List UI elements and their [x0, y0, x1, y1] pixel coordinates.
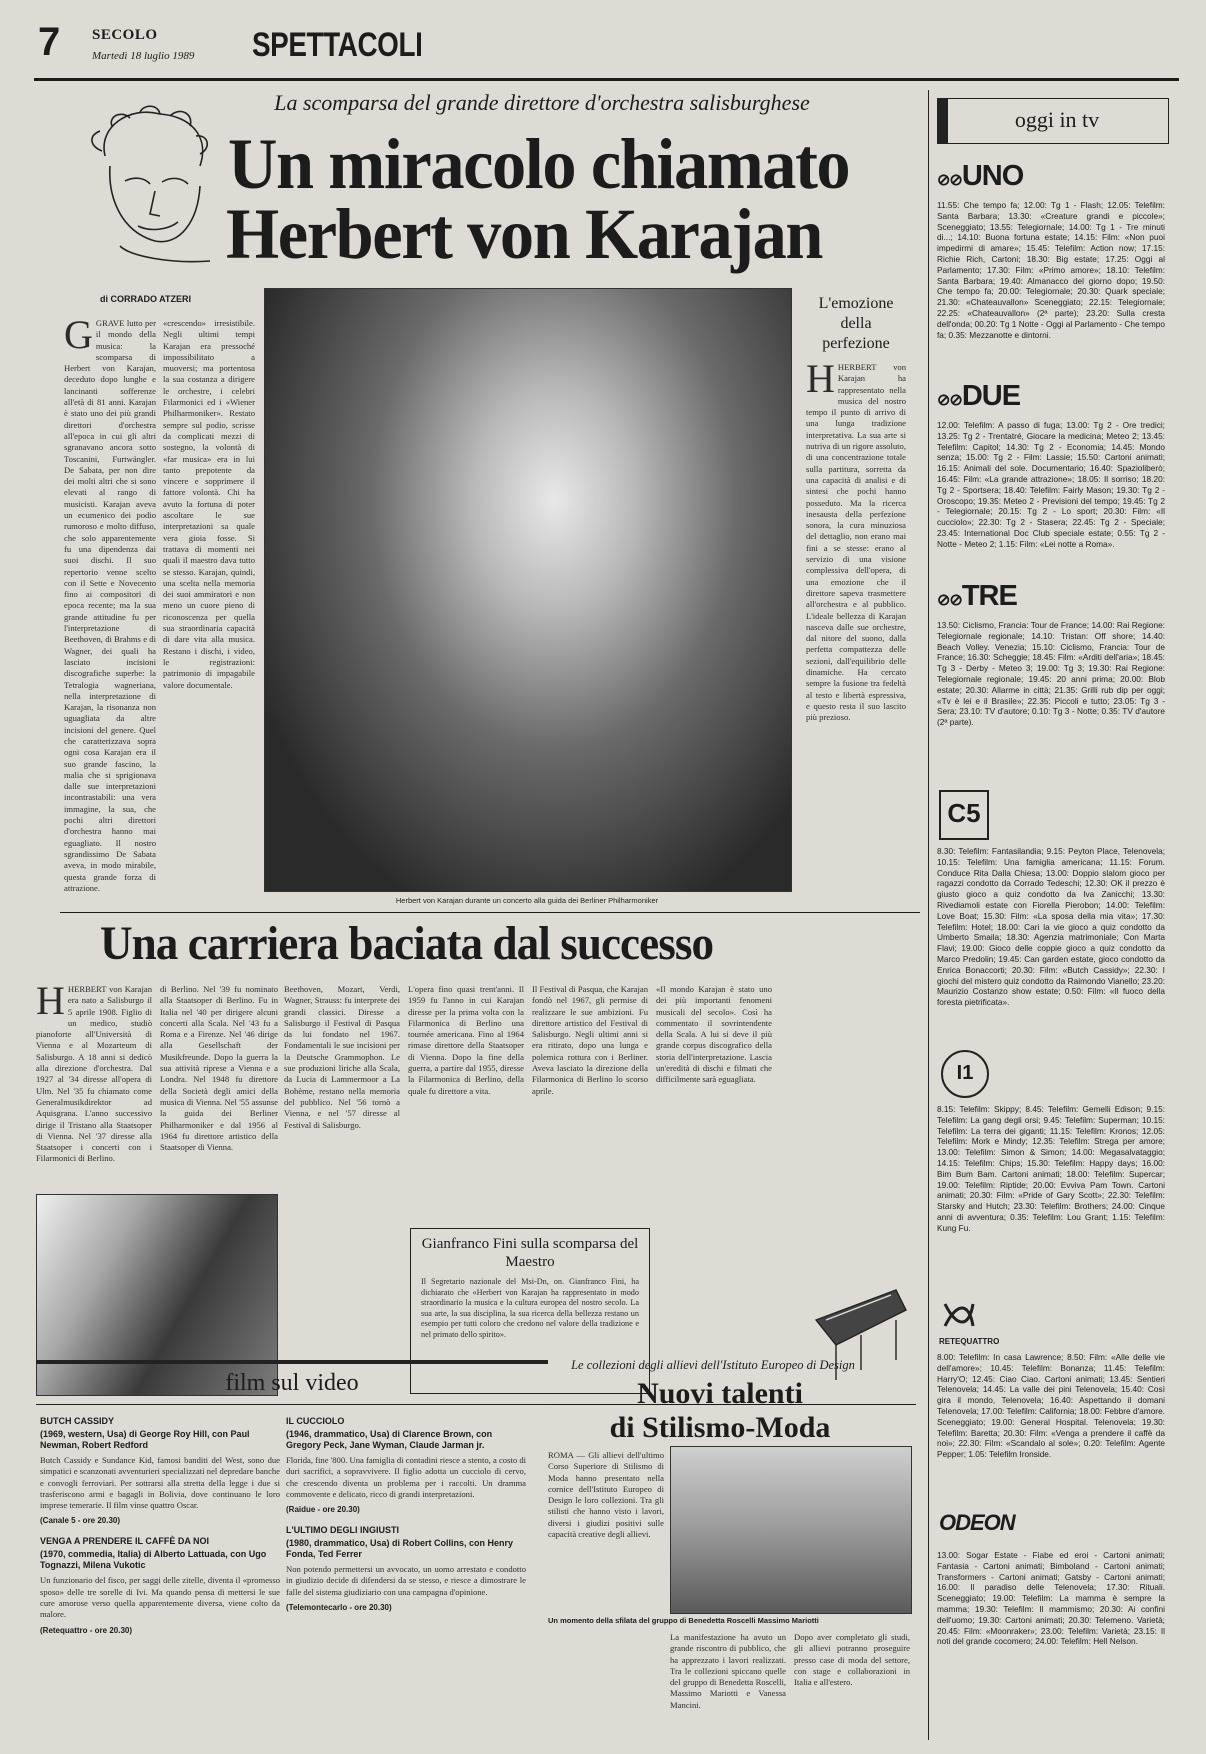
career-col-5: Il Festival di Pasqua, che Karajan fondò nel 1967, gli permise di realizzare le sue ambizioni. Fu direttore artistico del Festival di Salisburgo. Negli ultimi anni si era ritirato, dopo una lunga e polemica rottura con i Berliner. Aveva lasciato la direzione della Filarmonica di Berlino lo scorso aprile. — [532, 984, 648, 1096]
film-text: Non potendo permettersi un avvocato, un uomo arrestato e condotto in giudizio decide di difendersi da se stesso, e riesce a dimostrare le falle del sistema giudiziario con una campagna d'opinione. — [286, 1564, 526, 1597]
film-meta: (1980, drammatico, Usa) di Robert Collins, con Henry Fonda, Ted Ferrer — [286, 1538, 514, 1560]
design-headline-1: Nuovi talenti — [637, 1377, 803, 1410]
career-col-6: «Il mondo Karajan è stato uno dei più importanti fenomeni musicali del secolo». Così ha commentato il sovrintendente della Scala. A lui si deve il più grande corpus discografico della storia dell'interpretazione. Lascia un'eredità di dischi e filmati che difficilmente sarà eguagliata. — [656, 984, 772, 1085]
rai-icon: ⊘⊘ — [937, 392, 962, 409]
film-channel: (Telemontecarlo - ore 20.30) — [286, 1603, 392, 1613]
design-text-2: La manifestazione ha avuto un grande riscontro di pubblico, che ha apprezzato i lavori realizzati. Tra le collezioni spiccano quelle del gruppo di Benedetta Roscelli, Massimo Mariotti e Vanessa Mancini. — [670, 1632, 786, 1710]
career-dropcap: H — [36, 984, 65, 1023]
tv-column — [928, 90, 1169, 1740]
career-col-3: Beethoven, Mozart, Verdi, Wagner, Strauss: fu interprete dei grandi classici. Diresse a Salisburgo il Festival di Pasqua da lui fondato nel 1967. Fondamentali le sue incisioni per la Deutsche Grammophon. Le sue produzioni liriche alla Scala, da Lucia di Lammermoor a La Bohème, restano nella memoria del pubblico. Nel '56 tornò a Vienna, e nel '57 diresse al Festival di Salisburgo. — [284, 984, 400, 1130]
film-title: L'ULTIMO DEGLI INGIUSTI — [286, 1525, 399, 1536]
rai-icon: ⊘⊘ — [937, 592, 962, 609]
film-title: IL CUCCIOLO — [286, 1416, 345, 1426]
film-channel: (Raidue - ore 20.30) — [286, 1505, 360, 1515]
tv-header-box — [937, 98, 1169, 144]
design-text-3: Dopo aver completato gli studi, gli allievi potranno proseguire presso case di moda del settore, con stage e collaborazioni in Italia e all'estero. — [794, 1632, 910, 1688]
career-col-1: HHERBERT von Karajan era nato a Salisburgo il 5 aprile 1908. Figlio di un medico, studiò pianoforte all'Università di Vienna e al Mozarteum di Salisburgo. A 18 anni si dedicò alla direzione d'orchestra. Dal 1927 al '34 diresse all'opera di Ulm. Nel '35 fu chiamato come Generalmusikdirektor ad Aquisgrana. L'anno successivo dirige il Tristano alla Staatsoper di Vienna. Nel '37 diresse alla Staatsoper i concerti con i Filarmonici di Berlino. — [36, 984, 152, 1164]
film-header-box — [36, 1360, 548, 1405]
divider-1 — [60, 912, 920, 913]
channel-logo-raitre: ⊘⊘TRE — [937, 580, 1017, 612]
film-meta: (1970, commedia, Italia) di Alberto Lattuada, con Ugo Tognazzi, Milena Vukotic — [40, 1549, 267, 1571]
tv-header-bar — [938, 99, 948, 143]
side-title: L'emozione della perfezione — [818, 295, 894, 352]
headline-1: Un miracolo chiamato — [228, 124, 850, 204]
main-col-1: GGRAVE lutto per il mondo della musica: la scomparsa di Herbert von Karajan, deceduto dopo lunghe e lancinanti sofferenze all'età di 81 anni. Karajan è stato uno dei più grandi direttori d'orchestra all'epoca in cui gli altri sgranavano ancora sotto Toscanini, Furtwängler. De Sabata, per non dire dei molti altri che si sono elevati al rango di musicisti. Karajan aveva un ecumenico dei podio rumoroso e molto diffuso, che solo apparentemente fu una dipendenza dai suoi dischi. Il suo repertorio venne scelto con il Sette e Novecento fino ai compositori di epoca recente; ma la sua grande attitudine fu per l'interpretazione di Beethoven, di Brahms e di Wagner, dei quali ha lasciato incisioni discografiche superbe: la Tetralogia wagneriana, nella interpretazione di Karajan, la risonanza non uguagliata da altre incisioni del genere. Quel che caratterizzava sopra ogni cosa Karajan era il suo grande fascino, la malia che si sprigionava dalle sue interpretazioni incontrastabili: una vera immagine, la sua, che pochi altri direttori d'orchestra hanno mai eguagliato. Il nostro sgrandissimo De Sabata aveva, in modo mirabile, questa grande forza di attrazione. — [64, 318, 156, 893]
conductor-photo — [264, 288, 792, 892]
byline: di CORRADO ATZERI — [100, 294, 191, 304]
film-text: Un funzionario del fisco, per saggi delle zitelle, diventa il «promesso sposo» delle tre sorelle di Ivi. Ma quando pensa di mettersi le sue cure amorose verso quella apparentemente diversa, viene colto da malore. — [40, 1575, 280, 1620]
design-text-1: ROMA — Gli allievi dell'ultimo Corso Superiore di Stilismo di Moda hanno presentato nella cornice dell'Istituto Europeo di Design le loro collezioni. Tra gli stilisti che hanno visto i lavori, diversi i giudizi positivi sulle capacità creative degli allievi. — [548, 1450, 664, 1540]
channel-schedule-raitre: 13.50: Ciclismo, Francia: Tour de France; 14.00: Rai Regione: Telegiornale regionale; 14.10: Tristan: Off shore; 14.40: Beach Volley. Venezia; 15.10: Ciclismo, Francia: Tour de France; 16.30: Scheggie; 18.45: Film: «Arditi dell'aria»; 18.45: Tg 3 - Derby - Meteo 3; 19.00: Tg 3; 19.30: Rai Regione: Telegiornale regionale; 19.45: 20 anni prima; 20.00: Blob estate; 20.30: Allarme in città; 21.35: Grilli rub dip per oggi; «Tv è lei e il Brasile»; 22.35: Piccoli e tutto; 23.05: Tg 3 - Sera; 23.10: TV d'autore; 0.10: Tg 3 - Notte; 0.35: TV d'autore (2ª parte). — [937, 620, 1165, 728]
side-text: HHERBERT von Karajan ha rappresentato nella musica del nostro tempo il punto di arrivo di una lunga tradizione interpretativa. La sua arte si nutriva di un rigore assoluto, di una concentrazione totale sulla partitura, sorretta da una capacità di analisi e di sintesi che pochi hanno posseduto. Ma la ricerca inesausta della perfezione sonora, la cura minuziosa del dettaglio, non erano mai fini a se stesse: erano al servizio di una visione complessiva dell'opera, di una emozione che il direttore sapeva trasmettere all'orchestra e al pubblico. L'ideale bellezza di Karajan nasceva dalle sue orchestre, dal nitore del suono, dalla perfetta compattezza delle sezioni, dall'equilibrio delle dinamiche. Ha cercato sempre la fusione tra fedeltà al testo e libertà espressiva, e questo resta il suo lascito più prezioso. — [806, 362, 906, 723]
retequattro-name: RETEQUATTRO — [939, 1337, 1000, 1346]
career-col-2: di Berlino. Nel '39 fu nominato alla Staatsoper di Berlino. Fu in Italia nel '40 per dirigere alcuni concerti alla Scala. Nel '43 fu a Roma e a Firenze. Nel '46 dirige alla Gesellschaft der Musikfreunde. Dopo la guerra la sua attività riprese a Vienna e a Londra. Nel 1948 fu direttore della Società degli amici della musica di Vienna. Nel '55 assunse la guida dei Berliner Philharmoniker e dal 1956 al 1964 fu direttore artistico della Staatsoper di Vienna. — [160, 984, 278, 1153]
film-title: VENGA A PRENDERE IL CAFFÈ DA NOI — [40, 1536, 210, 1547]
film-col-1 — [40, 1416, 280, 1636]
design-photo-caption: Un momento della sfilata del gruppo di Benedetta Roscelli Massimo Mariotti — [548, 1616, 819, 1625]
italia1-logo: I1 — [941, 1050, 989, 1098]
film-channel: (Retequattro - ore 20.30) — [40, 1625, 133, 1635]
masthead — [0, 0, 1206, 80]
side-dropcap: H — [806, 362, 835, 401]
channel-logo-raiuno: ⊘⊘UNO — [937, 160, 1024, 192]
paper-name: SECOLO — [92, 27, 158, 43]
film-meta: (1969, western, Usa) di George Roy Hill, con Paul Newman, Robert Redford — [40, 1429, 250, 1450]
career-col-4: L'opera fino quasi trent'anni. Il 1959 fu l'anno in cui Karajan diresse per la prima volta con la Filarmonica di Berlino una tournée americana. Fino al 1964 rimase direttore della Staatsoper di Vienna. Dopo la fine della guerra, a partire dal 1955, diresse la Filarmonica di Berlino, della quale fu direttore a vita. — [408, 984, 524, 1096]
channel-schedule-retequattro: 8.00: Telefilm: In casa Lawrence; 8.50: Film: «Alle delle vie dell'amore»; 10.45: Telefilm: Bonanza; 11.45: Telefilm: Harry'O; 12.45: Ciao Ciao. Cartoni animati; 13.45: Sentieri Telenovela; 14.45: La valle dei pini Telenovela; 15.40: Così gira il mondo, Telenovela; 16.40: Aspettando il domani Telenovela; 17.00: Telefilm: California; 18.00: Febbre d'amore. Sceneggiato; 19.00: General Hospital. Telenovela; 19.30: Telefilm: Baretta; 20.30: Film: «Venga a prendere il caffè da noi»; 22.30: Film: «Scandalo al sole»; 0.20: Telefilm: Agente Pepper; 1.05: Telefilm Ironside. — [937, 1352, 1165, 1460]
fini-box-title: Gianfranco Fini sulla scomparsa del Maestro — [421, 1236, 639, 1270]
photo-caption: Herbert von Karajan durante un concerto alla guida dei Berliner Philharmoniker — [395, 896, 659, 905]
channel-schedule-italia1: 8.15: Telefilm: Skippy; 8.45: Telefilm: Gemelli Edison; 9.15: Telefilm: La gang degli orsi; 9.45: Telefilm: Superman; 10.15: Telefilm: La terra dei giganti; 11.15: Telefilm: Kronos; 12.05: Telefilm: Mork e Mindy; 12.35: Telefilm: Strega per amore; 13.00: Telefilm: Simon & Simon; 14.00: Megasalvataggio; 14.15: Telefilm: Chips; 15.30: Telefilm: Happy days; 16.00: Bim Bum Bam. Cartoni animati; 18.00: Telefilm: Supercar; 19.00: Telefilm: Riptide; 20.00: Evviva Pam Town. Cartoni animati; 20.30: Film: «Pride of Gary Scott»; 22.30: Telefilm: Starsky and Hutch; 23.30: Telefilm: Brothers; 24.00: Cinque anni di avventura; 0.35: Telefilm: Lou Grant; 1.15: Telefilm: Kung Fu. — [937, 1104, 1165, 1233]
retequattro-icon — [939, 1298, 979, 1332]
canale5-logo: C5 — [939, 790, 989, 840]
issue-date: Martedì 18 luglio 1989 — [92, 50, 195, 62]
kicker: La scomparsa del grande direttore d'orchestra salisburghese — [274, 90, 810, 115]
channel-schedule-odeon: 13.00: Sogar Estate - Fiabe ed eroi - Cartoni animati; Fantasia - Cartoni animati; Bimboland - Cartoni animati; Transformers - Cartoni animati; Gatsby - Cartoni animati; 16.00: Il paradiso delle Telenovela; 17.30: Rituali. Sceneggiato; 19.00: Telefilm: La mamma è sempre la mamma; 19.30: Telefilm: Il mammismo; 20.30: Ai confini dell'uomo; 19.30: Cartoni animati; 20.30: Telemeno. Varietà; 20.45: Film: «Moonraker»; 23.00: Telefilm: Varietà; 23.15: Il noti del grande cocomero; 24.00: Telefilm: Hell Nelson. — [937, 1550, 1165, 1647]
odeon-logo: ODEON — [939, 1510, 1015, 1535]
design-kicker: Le collezioni degli allievi dell'Istituto Europeo di Design — [571, 1358, 855, 1372]
fini-box-text: Il Segretario nazionale del Msi-Dn, on. Gianfranco Fini, ha dichiarato che «Herbert von Karajan ha rappresentato in modo straordinario la musica e la cultura europea del nostro secolo. La sua arte, la sua disciplina, la sua ricerca della bellezza restano un esempio per tutti coloro che credono nel valore della tradizione e nel primato dello spirito». — [421, 1277, 639, 1339]
film-channel: (Canale 5 - ore 20.30) — [40, 1516, 121, 1526]
film-col-2 — [286, 1416, 526, 1613]
retequattro-logo — [939, 1298, 1019, 1344]
page-number: 7 — [38, 20, 61, 64]
career-headline: Una carriera baciata dal successo — [100, 917, 714, 970]
film-title: BUTCH CASSIDY — [40, 1416, 115, 1426]
channel-schedule-canale5: 8.30: Telefilm: Fantasilandia; 9.15: Peyton Place, Telenovela; 10.15: Telefilm: Una famiglia americana; 11.15: Forum. Conduce Rita Dalla Chiesa; 13.00: Doppio slalom gioco per ragazzi condotto da Corrado Tedeschi; 12.30: OK il prezzo è giusto gioco a quiz condotto da Iva Zanicchi; 13.30: Rivediamoli estate con Fiorella Pierobon; 14.00: Telefilm: Love Boat; 15.30: Film: «La sposa della mia vita»; 17.30: Telefilm: Hotel; 18.00: Cari la vie gioco a quiz condotto da Umberto Smaila; 18.30: Agenzia matrimoniale; Con Marta Flavi; 19.00: Gioco delle coppie gioco a quiz condotto da Marco Predolin; 19.45: Can garden estate, gioco condotto da Enrica Bonaccorti; 20.30: Film: «Butch Cassidy»; 22.30: I giochi del mistero quiz condotto da Raimondo Vianello; 23.20: Maurizio Costanzo show estate; 0.50: Film: «Il fuoco della foresta pietrificata». — [937, 846, 1165, 1008]
film-text: Butch Cassidy e Sundance Kid, famosi banditi del West, sono due simpatici e scanzonati avventurieri specializzati nel depredare banche e convogli ferroviari. Per sottrarsi alla stretta della legge i due si trasferiscono armi e bagagli in Bolivia, dove continuano le loro imprese temerarie. Il film vinse quattro Oscar. — [40, 1455, 280, 1511]
design-headline-2: di Stilismo-Moda — [609, 1411, 831, 1444]
tv-header: oggi in tv — [1014, 107, 1100, 132]
section-title: SPETTACOLI — [252, 26, 423, 64]
headline-2: Herbert von Karajan — [226, 194, 823, 274]
main-col-2: «crescendo» irresistibile. Negli ultimi tempi Karajan era pressoché impossibilitato a muoversi; ma portentosa la sua costanza a dirigere le orchestre, i celebri Filarmonici ed i «Wiener Philharmoniker». Restato sempre sul podio, scrisse da complicati mezzi di sostegno, la volontà di «far musica» era in lui tanto prepotente da vincere e sopprimere il fattore volontà. Chi ha avuto la fortuna di poter ascoltare le sue interpretazioni sa quale vera gioia fosse. Si trattava di momenti nei quali il maestro dava tutto se stesso. Karajan, quindi, una scelta nella memoria dei suoi ammiratori e non meno un cuore pieno di riconoscenza per quella sua straordinaria capacità di dare vita alla musica. Restano i dischi, i video, le registrazioni: patrimonio di impagabile valore documentale. — [163, 318, 255, 690]
film-header: film sul video — [225, 1370, 359, 1396]
channel-schedule-raidue: 12.00: Telefilm: A passo di fuga; 13.00: Tg 2 - Ore tredici; 13.25: Tg 2 - Trentatré, Giocare la medicina; Meteo 2; 13.45: Telefilm: Capitol; 14.30: Tg 2 - Economia; 14.45: Mondo senza; 15.00: Tg 2 - Film: Lassie; 15.50: Cartoni animati; 16.15: Animali del sole. Documentario; 16.40: Spazioliberò; 16.45: Film: «La grande attrazione»; 18.05: Il sorriso; 18.20: Tg 2 - Sportsera; 18.40: Telefilm: Fairly Mason; 19.30: Tg 2 - Oroscopo; 19.35: Meteo 2 - Previsioni del tempo; 19.45: Tg 2 - Telegiornale; 20.15: Tg 2 - Lo sport; 20.30: Film: «Il cucciolo»; 22.30: Tg 2 - Stasera; 22.45: Tg 2 - Speciale; 23.45: International Doc Club speciale estate; 0.55: Tg 2 - Notte - Meteo 2; 1.15: Film: «Lei notte a Roma». — [937, 420, 1165, 549]
rai-icon: ⊘⊘ — [937, 172, 962, 189]
channel-schedule-raiuno: 11.55: Che tempo fa; 12.00: Tg 1 - Flash; 12.05: Telefilm: Santa Barbara; 13.30: «Creature grandi e piccole»; Sceneggiato; 13.55: Telegiornale; 14.00: Tg 1 - Tre minuti di...; 14.10: Buona fortuna estate; 14.15: Film: «Non puoi impedirmi di amare»; 15.45: Telefilm: Action now; 17.15: Richie Rich, Cartoni; 18.30: Big estate; 17.25: Oggi al Parlamento; 17.30: Film: «Primo amore»; 18.10: Telefilm: Santa Barbara; 19.40: Almanacco del giorno dopo; 19.50: Che tempo fa; 20.00: Telegiornale; 20.30: Quark speciale; 21.30: «Chateauvallon» Sceneggiato; 22.15: Telegiornale; 22.25: «Chateauvallon» (2ª parte); 23.20: Sulla cresta dell'onda; 00.20: Tg 1 Notte - Oggi al Parlamento - Che tempo fa; 0.35: Mezzanotte e dintorni. — [937, 200, 1165, 340]
film-text: Florida, fine '800. Una famiglia di contadini riesce a stento, a costo di duri sacrifici, a sopravvivere. Il figlio adotta un cucciolo di cervo, che crescendo diventa un problema per i raccolti. Un dramma commovente e delicato, ricco di grandi interpretazioni. — [286, 1455, 526, 1499]
karajan-caricature — [60, 96, 220, 272]
dropcap: G — [64, 318, 93, 357]
channel-logo-raidue: ⊘⊘DUE — [937, 380, 1021, 412]
masthead-rule — [34, 78, 1179, 81]
film-meta: (1946, drammatico, Usa) di Clarence Brown, con Gregory Peck, Jane Wyman, Claude Jarman jr. — [286, 1429, 493, 1450]
design-photo — [670, 1446, 912, 1614]
